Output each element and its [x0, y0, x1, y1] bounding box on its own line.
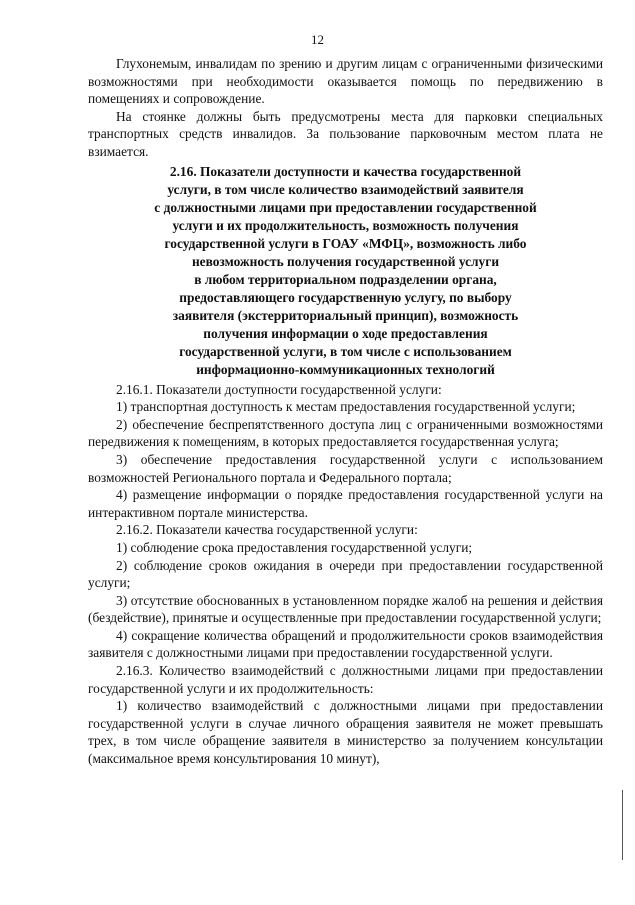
paragraph: 3) обеспечение предоставления государственной услуги с использованием возможностей Регионального портала и Федерального портала; — [88, 451, 603, 485]
heading-line: с должностными лицами при предоставлении государственной — [154, 199, 537, 215]
heading-line: информационно-коммуникационных технологий — [196, 361, 495, 377]
heading-line: в любом территориальном подразделении органа, — [194, 271, 497, 287]
paragraph: 1) соблюдение срока предоставления государственной услуги; — [116, 539, 473, 555]
section-heading — [88, 163, 603, 379]
heading-line: государственной услуги в ГОАУ «МФЦ», возможность либо — [164, 235, 527, 251]
paragraph: 2) соблюдение сроков ожидания в очереди при предоставлении государственной услуги; — [88, 557, 603, 591]
heading-line: услуги, в том числе количество взаимодействий заявителя — [167, 181, 524, 197]
document-body — [88, 55, 603, 768]
page-number: 12 — [311, 32, 324, 47]
heading-line: государственной услуги, в том числе с использованием — [179, 343, 512, 359]
heading-line: получения информации о ходе предоставления — [203, 325, 488, 341]
paragraph: 1) транспортная доступность к местам предоставления государственной услуги; — [116, 399, 576, 415]
paragraph: 4) сокращение количества обращений и продолжительности сроков взаимодействия заявителя с должностными лицами при предоставлении государственной услуги. — [88, 627, 603, 661]
paragraph: 3) отсутствие обоснованных в установленном порядке жалоб на решения и действия (бездействие), принятые и осуществленные при предоставлении государственной услуги; — [88, 592, 603, 626]
heading-line: предоставляющего государственную услугу, по выбору — [179, 289, 512, 305]
heading-line: заявителя (экстерриториальный принцип), возможность — [172, 307, 519, 323]
paragraph: 2.16.3. Количество взаимодействий с должностными лицами при предоставлении государственной услуги и их продолжительность: — [88, 663, 603, 696]
paragraph: 2) обеспечение беспрепятственного доступа лиц с ограниченными возможностями передвижения к помещениям, в которых предоставляется государственная услуга; — [88, 416, 603, 450]
paragraph: 2.16.1. Показатели доступности государственной услуги: — [116, 381, 442, 397]
paragraph: 4) размещение информации о порядке предоставления государственной услуги на интерактивном портале министерства. — [88, 487, 603, 520]
paragraph: На стоянке должны быть предусмотрены места для парковки специальных транспортных средств инвалидов. За пользование парковочным местом плата не взимается. — [88, 108, 603, 159]
paragraph: Глухонемым, инвалидам по зрению и другим лицам с ограниченными физическими возможностями при необходимости оказывается помощь по передвижению в помещениях и сопровождение. — [88, 56, 603, 107]
paragraph: 2.16.2. Показатели качества государственной услуги: — [116, 522, 418, 538]
heading-line: услуги и их продолжительность, возможность получения — [172, 217, 519, 233]
heading-line: 2.16. Показатели доступности и качества государственной — [169, 163, 522, 179]
scan-margin-line — [622, 790, 623, 860]
paragraph: 1) количество взаимодействий с должностными лицами при предоставлении государственной услуги в случае личного обращения заявителя не может превышать трех, в том числе обращение заявителя в министерство за получением консультации (максимальное время консультирования 10 минут), — [88, 698, 603, 767]
heading-line: невозможность получения государственной услуги — [191, 253, 500, 269]
